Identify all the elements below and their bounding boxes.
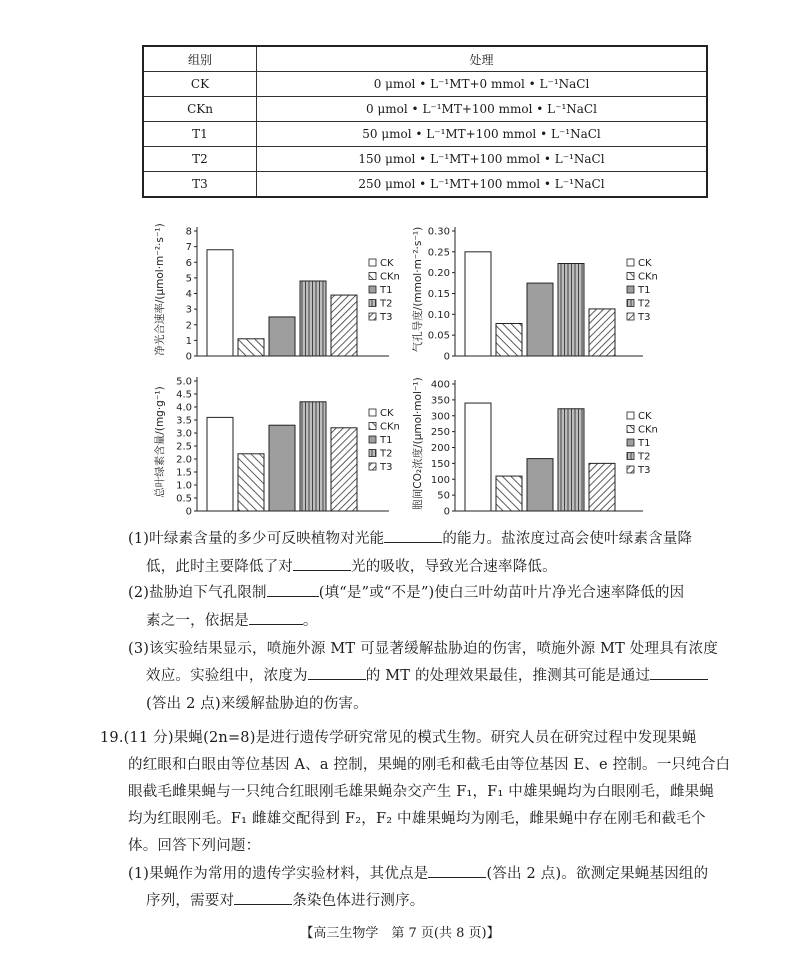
- y-tick-label: 0: [185, 351, 192, 363]
- y-tick-label: 7: [185, 242, 192, 254]
- legend-swatch-t3: [627, 313, 634, 320]
- bar-t1: [269, 317, 295, 356]
- answer-blank[interactable]: [234, 890, 292, 905]
- table-cell: T3: [143, 172, 257, 198]
- q18-text: 效应。实验组中，浓度为: [146, 668, 308, 684]
- q19-line3: [128, 781, 714, 803]
- bar-t3: [589, 309, 615, 356]
- legend-label-t1: T1: [380, 285, 393, 296]
- q18-text: 素之一，依据是: [146, 613, 249, 629]
- legend-label-ckn: CKn: [380, 271, 400, 283]
- y-tick-label: 2: [185, 320, 192, 332]
- bar-t2: [558, 264, 584, 357]
- bar-t2: [558, 409, 584, 511]
- page-footer: 【高三生物学 第 7 页(共 8 页)】: [300, 926, 500, 941]
- y-tick-label: 4.0: [176, 402, 192, 414]
- y-tick-label: 4.5: [176, 389, 192, 401]
- bar-ckn: [496, 476, 522, 511]
- legend-label-t3: T3: [380, 312, 393, 323]
- bar-ck: [207, 417, 233, 511]
- q18-text: (答出 2 点)来缓解盐胁迫的伤害。: [146, 696, 368, 712]
- y-tick-label: 5: [185, 273, 192, 285]
- bar-ckn: [496, 324, 522, 357]
- q19-line2: [128, 754, 730, 776]
- q19-part1-line1: [128, 863, 708, 885]
- answer-blank[interactable]: [384, 528, 442, 543]
- answer-blank[interactable]: [293, 556, 351, 571]
- q19-text: 均为红眼刚毛。F₁ 雌雄交配得到 F₂，F₂ 中雄果蝇均为刚毛，雌果蝇中存在刚毛和截毛个: [128, 811, 706, 827]
- table-cell: CK: [143, 72, 257, 97]
- table-cell: 50 μmol • L⁻¹MT+100 mmol • L⁻¹NaCl: [257, 122, 708, 147]
- q19-line1: [100, 727, 697, 749]
- answer-blank[interactable]: [249, 610, 303, 625]
- table-header-treatment: 处理: [257, 46, 708, 72]
- legend-swatch-ck: [627, 259, 634, 266]
- q18-part3-line2: [146, 665, 708, 687]
- y-tick-label: 4: [185, 289, 192, 300]
- y-tick-label: 0.5: [176, 493, 192, 505]
- bar-t1: [527, 283, 553, 356]
- q19-text: 序列，需要对: [146, 893, 235, 909]
- answer-blank[interactable]: [428, 863, 486, 878]
- y-axis-label: 总叶绿素含量/(mg·g⁻¹): [154, 386, 166, 498]
- q18-part2-line1: [128, 582, 684, 604]
- legend-swatch-t2: [369, 450, 376, 457]
- y-tick-label: 0: [443, 506, 450, 518]
- q18-part3-line1: [128, 638, 718, 660]
- table-cell: 0 μmol • L⁻¹MT+100 mmol • L⁻¹NaCl: [257, 97, 708, 122]
- y-tick-label: 100: [430, 474, 450, 486]
- q19-part1-line2: [146, 890, 425, 912]
- y-tick-label: 3.5: [176, 415, 192, 427]
- table-cell: 0 μmol • L⁻¹MT+0 mmol • L⁻¹NaCl: [257, 72, 708, 97]
- y-axis-label: 净光合速率/(μmol·m⁻²·s⁻¹): [154, 223, 166, 356]
- legend-swatch-t1: [627, 286, 634, 293]
- legend-swatch-ck: [369, 259, 376, 266]
- y-tick-label: 2.5: [176, 441, 192, 453]
- q19-line4: [128, 808, 706, 830]
- y-tick-label: 200: [430, 443, 450, 454]
- bar-t2: [300, 402, 326, 511]
- q18-text: 低，此时主要降低了对: [146, 559, 293, 575]
- y-tick-label: 0: [443, 351, 450, 363]
- y-tick-label: 0.10: [427, 309, 450, 321]
- q18-text: 。: [302, 613, 318, 629]
- q18-text: (填“是”或“不是”)使白三叶幼苗叶片净光合速率降低的因: [318, 585, 685, 601]
- q19-text: (1)果蝇作为常用的遗传学实验材料，其优点是: [128, 866, 429, 882]
- legend-swatch-t1: [369, 436, 376, 443]
- y-tick-label: 8: [185, 226, 192, 238]
- q18-text: 的 MT 的处理效果最佳，推测其可能是通过: [365, 668, 651, 684]
- y-tick-label: 50: [437, 490, 450, 502]
- legend-swatch-t2: [369, 300, 376, 307]
- legend-swatch-t3: [369, 463, 376, 470]
- y-tick-label: 350: [430, 395, 450, 407]
- legend-swatch-ckn: [627, 273, 634, 280]
- q19-text: (答出 2 点)。欲测定果蝇基因组的: [486, 866, 709, 882]
- q18-part2-line2: [146, 610, 318, 632]
- y-tick-label: 1.5: [176, 467, 192, 479]
- y-tick-label: 0.20: [427, 268, 450, 280]
- y-tick-label: 250: [430, 427, 450, 439]
- legend-label-ck: CK: [638, 258, 652, 269]
- legend-label-t1: T1: [638, 285, 651, 296]
- y-tick-label: 150: [430, 458, 450, 470]
- legend-label-ckn: CKn: [638, 424, 658, 436]
- y-tick-label: 1.0: [176, 480, 192, 492]
- bar-ck: [465, 252, 491, 356]
- legend-swatch-t1: [627, 439, 634, 446]
- y-tick-label: 1: [185, 335, 192, 347]
- table-cell: T1: [143, 122, 257, 147]
- legend-swatch-ckn: [627, 426, 634, 433]
- q19-text: 体。回答下列问题：: [128, 838, 261, 854]
- legend-swatch-t2: [627, 300, 634, 307]
- legend-label-ck: CK: [380, 258, 394, 269]
- legend-swatch-ck: [627, 412, 634, 419]
- legend-swatch-ckn: [369, 273, 376, 280]
- q19-text: 眼截毛雌果蝇与一只纯合红眼刚毛雄果蝇杂交产生 F₁，F₁ 中雄果蝇均为白眼刚毛，雌果蝇: [128, 784, 715, 800]
- bar-ck: [465, 403, 491, 511]
- bar-t3: [331, 295, 357, 356]
- legend-swatch-t1: [369, 286, 376, 293]
- legend-label-t2: T2: [638, 451, 651, 463]
- legend-swatch-t3: [627, 466, 634, 473]
- q18-part1-line1: [128, 528, 692, 550]
- q18-part3-line3: [146, 693, 368, 715]
- y-tick-label: 2.0: [176, 454, 192, 466]
- legend-label-t3: T3: [638, 465, 651, 476]
- answer-blank[interactable]: [267, 582, 319, 597]
- bar-ckn: [238, 339, 264, 356]
- y-tick-label: 0.25: [427, 247, 450, 259]
- legend-label-t2: T2: [380, 298, 393, 310]
- legend-label-t3: T3: [638, 312, 651, 323]
- y-tick-label: 3.0: [176, 428, 192, 440]
- q18-text: (3)该实验结果显示，喷施外源 MT 可显著缓解盐胁迫的伤害，喷施外源 MT 处理具有浓度: [128, 641, 719, 657]
- q18-text: 光的吸收，导致光合速率降低。: [351, 559, 557, 575]
- q19-text: 条染色体进行测序。: [292, 893, 425, 909]
- q18-text: (1)叶绿素含量的多少可反映植物对光能: [128, 531, 385, 547]
- legend-swatch-ck: [369, 409, 376, 416]
- y-tick-label: 5.0: [176, 376, 192, 388]
- bar-t3: [331, 428, 357, 511]
- y-tick-label: 0.30: [427, 226, 450, 238]
- q19-text: 的红眼和白眼由等位基因 A、a 控制，果蝇的刚毛和截毛由等位基因 E、e 控制。一只纯合白: [128, 757, 731, 773]
- bar-t1: [269, 425, 295, 511]
- table-cell: T2: [143, 147, 257, 172]
- legend-label-t1: T1: [380, 435, 393, 446]
- legend-label-ck: CK: [638, 411, 652, 422]
- y-axis-label: 胞间CO₂浓度/(μmol·mol⁻¹): [412, 377, 424, 510]
- bar-ckn: [238, 454, 264, 511]
- legend-label-ck: CK: [380, 408, 394, 419]
- answer-blank[interactable]: [308, 665, 366, 680]
- y-tick-label: 0.15: [427, 289, 450, 300]
- bar-t3: [589, 463, 615, 511]
- legend-swatch-ckn: [369, 423, 376, 430]
- legend-label-t3: T3: [380, 462, 393, 473]
- q18-text: 的能力。盐浓度过高会使叶绿素含量降: [442, 531, 693, 547]
- legend-label-ckn: CKn: [638, 271, 658, 283]
- y-axis-label: 气孔导度/(mmol·m⁻²·s⁻¹): [412, 226, 424, 353]
- legend-label-ckn: CKn: [380, 421, 400, 433]
- y-tick-label: 6: [185, 257, 192, 269]
- legend-label-t1: T1: [638, 438, 651, 449]
- bar-t1: [527, 459, 553, 511]
- q18-part1-line2: [146, 556, 557, 578]
- table-cell: 250 μmol • L⁻¹MT+100 mmol • L⁻¹NaCl: [257, 172, 708, 198]
- legend-label-t2: T2: [380, 448, 393, 460]
- legend-swatch-t2: [627, 453, 634, 460]
- answer-blank[interactable]: [650, 665, 708, 680]
- bar-t2: [300, 281, 326, 356]
- y-tick-label: 3: [185, 304, 192, 316]
- y-tick-label: 0: [185, 506, 192, 518]
- table-cell: CKn: [143, 97, 257, 122]
- y-tick-label: 300: [430, 411, 450, 423]
- y-tick-label: 400: [430, 379, 450, 391]
- legend-label-t2: T2: [638, 298, 651, 310]
- legend-swatch-t3: [369, 313, 376, 320]
- table-cell: 150 μmol • L⁻¹MT+100 mmol • L⁻¹NaCl: [257, 147, 708, 172]
- q19-text: 19.(11 分)果蝇(2n=8)是进行遗传学研究常见的模式生物。研究人员在研究过程中发现果蝇: [100, 730, 697, 746]
- q18-text: (2)盐胁迫下气孔限制: [128, 585, 267, 601]
- q19-line5: [128, 835, 260, 857]
- table-header-group: 组别: [143, 46, 257, 72]
- y-tick-label: 0.05: [427, 330, 450, 342]
- bar-ck: [207, 250, 233, 356]
